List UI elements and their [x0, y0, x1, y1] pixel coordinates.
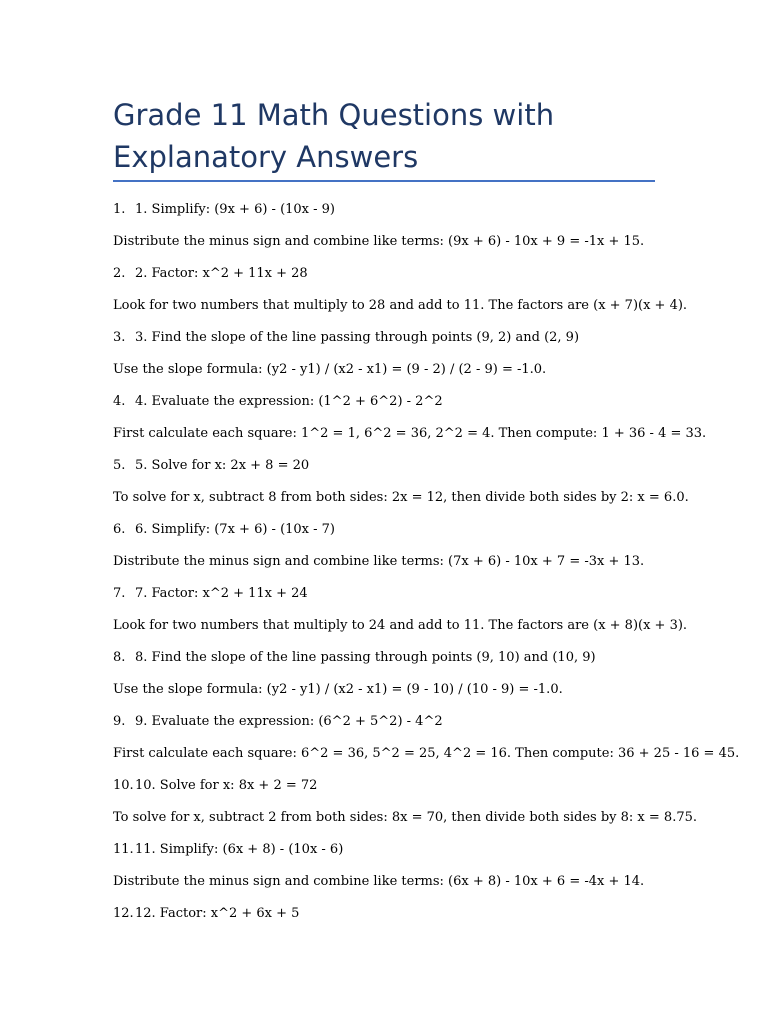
question-text: 1. Simplify: (9x + 6) - (10x - 9) — [135, 202, 336, 217]
question-number: 5. — [113, 458, 126, 473]
question-item — [113, 519, 733, 551]
question-number: 1. — [113, 202, 126, 217]
title-underline — [113, 180, 655, 182]
answer-text: Look for two numbers that multiply to 24 and add to 11. The factors are (x + 8)(x + 3). — [113, 618, 688, 633]
question-item — [113, 711, 733, 743]
question-number: 7. — [113, 586, 126, 601]
answer-text: To solve for x, subtract 2 from both sides: 8x = 70, then divide both sides by 8: x = 8.75. — [113, 810, 698, 825]
question-item — [113, 647, 733, 679]
question-text: 12. Factor: x^2 + 6x + 5 — [135, 906, 300, 921]
document-title: Grade 11 Math Questions with Explanatory Answers — [113, 98, 555, 174]
question-item — [113, 199, 733, 231]
question-text: 2. Factor: x^2 + 11x + 28 — [135, 266, 308, 281]
answer-text: Use the slope formula: (y2 - y1) / (x2 - x1) = (9 - 10) / (10 - 9) = -1.0. — [113, 682, 563, 697]
answer-text: Look for two numbers that multiply to 28 and add to 11. The factors are (x + 7)(x + 4). — [113, 298, 688, 313]
question-number: 11. — [113, 842, 134, 857]
question-item — [113, 391, 733, 423]
question-text: 6. Simplify: (7x + 6) - (10x - 7) — [135, 522, 336, 537]
answer-text: First calculate each square: 6^2 = 36, 5^2 = 25, 4^2 = 16. Then compute: 36 + 25 - 16 = 45. — [113, 746, 740, 761]
question-number: 3. — [113, 330, 126, 345]
question-number: 4. — [113, 394, 126, 409]
question-list — [113, 199, 740, 935]
question-text: 10. Solve for x: 8x + 2 = 72 — [135, 778, 318, 793]
question-text: 8. Find the slope of the line passing through points (9, 10) and (10, 9) — [135, 650, 596, 665]
question-number: 9. — [113, 714, 126, 729]
answer-text: First calculate each square: 1^2 = 1, 6^2 = 36, 2^2 = 4. Then compute: 1 + 36 - 4 = 33. — [113, 426, 707, 441]
answer-text: Distribute the minus sign and combine like terms: (7x + 6) - 10x + 7 = -3x + 13. — [113, 554, 645, 569]
question-number: 6. — [113, 522, 126, 537]
question-item — [113, 839, 733, 871]
question-item — [113, 903, 733, 935]
question-number: 12. — [113, 906, 134, 921]
question-item — [113, 455, 733, 487]
question-number: 10. — [113, 778, 134, 793]
question-item — [113, 583, 733, 615]
question-number: 8. — [113, 650, 126, 665]
question-text: 9. Evaluate the expression: (6^2 + 5^2) - 4^2 — [135, 714, 443, 729]
question-text: 7. Factor: x^2 + 11x + 24 — [135, 586, 308, 601]
answer-text: To solve for x, subtract 8 from both sides: 2x = 12, then divide both sides by 2: x = 6.0. — [113, 490, 689, 505]
answer-text: Use the slope formula: (y2 - y1) / (x2 - x1) = (9 - 2) / (2 - 9) = -1.0. — [113, 362, 547, 377]
question-text: 3. Find the slope of the line passing through points (9, 2) and (2, 9) — [135, 330, 580, 345]
answer-text: Distribute the minus sign and combine like terms: (6x + 8) - 10x + 6 = -4x + 14. — [113, 874, 645, 889]
answer-text: Distribute the minus sign and combine like terms: (9x + 6) - 10x + 9 = -1x + 15. — [113, 234, 645, 249]
question-text: 4. Evaluate the expression: (1^2 + 6^2) - 2^2 — [135, 394, 443, 409]
question-item — [113, 263, 733, 295]
question-item — [113, 775, 733, 807]
question-text: 11. Simplify: (6x + 8) - (10x - 6) — [135, 842, 344, 857]
question-item — [113, 327, 733, 359]
question-number: 2. — [113, 266, 126, 281]
question-text: 5. Solve for x: 2x + 8 = 20 — [135, 458, 310, 473]
